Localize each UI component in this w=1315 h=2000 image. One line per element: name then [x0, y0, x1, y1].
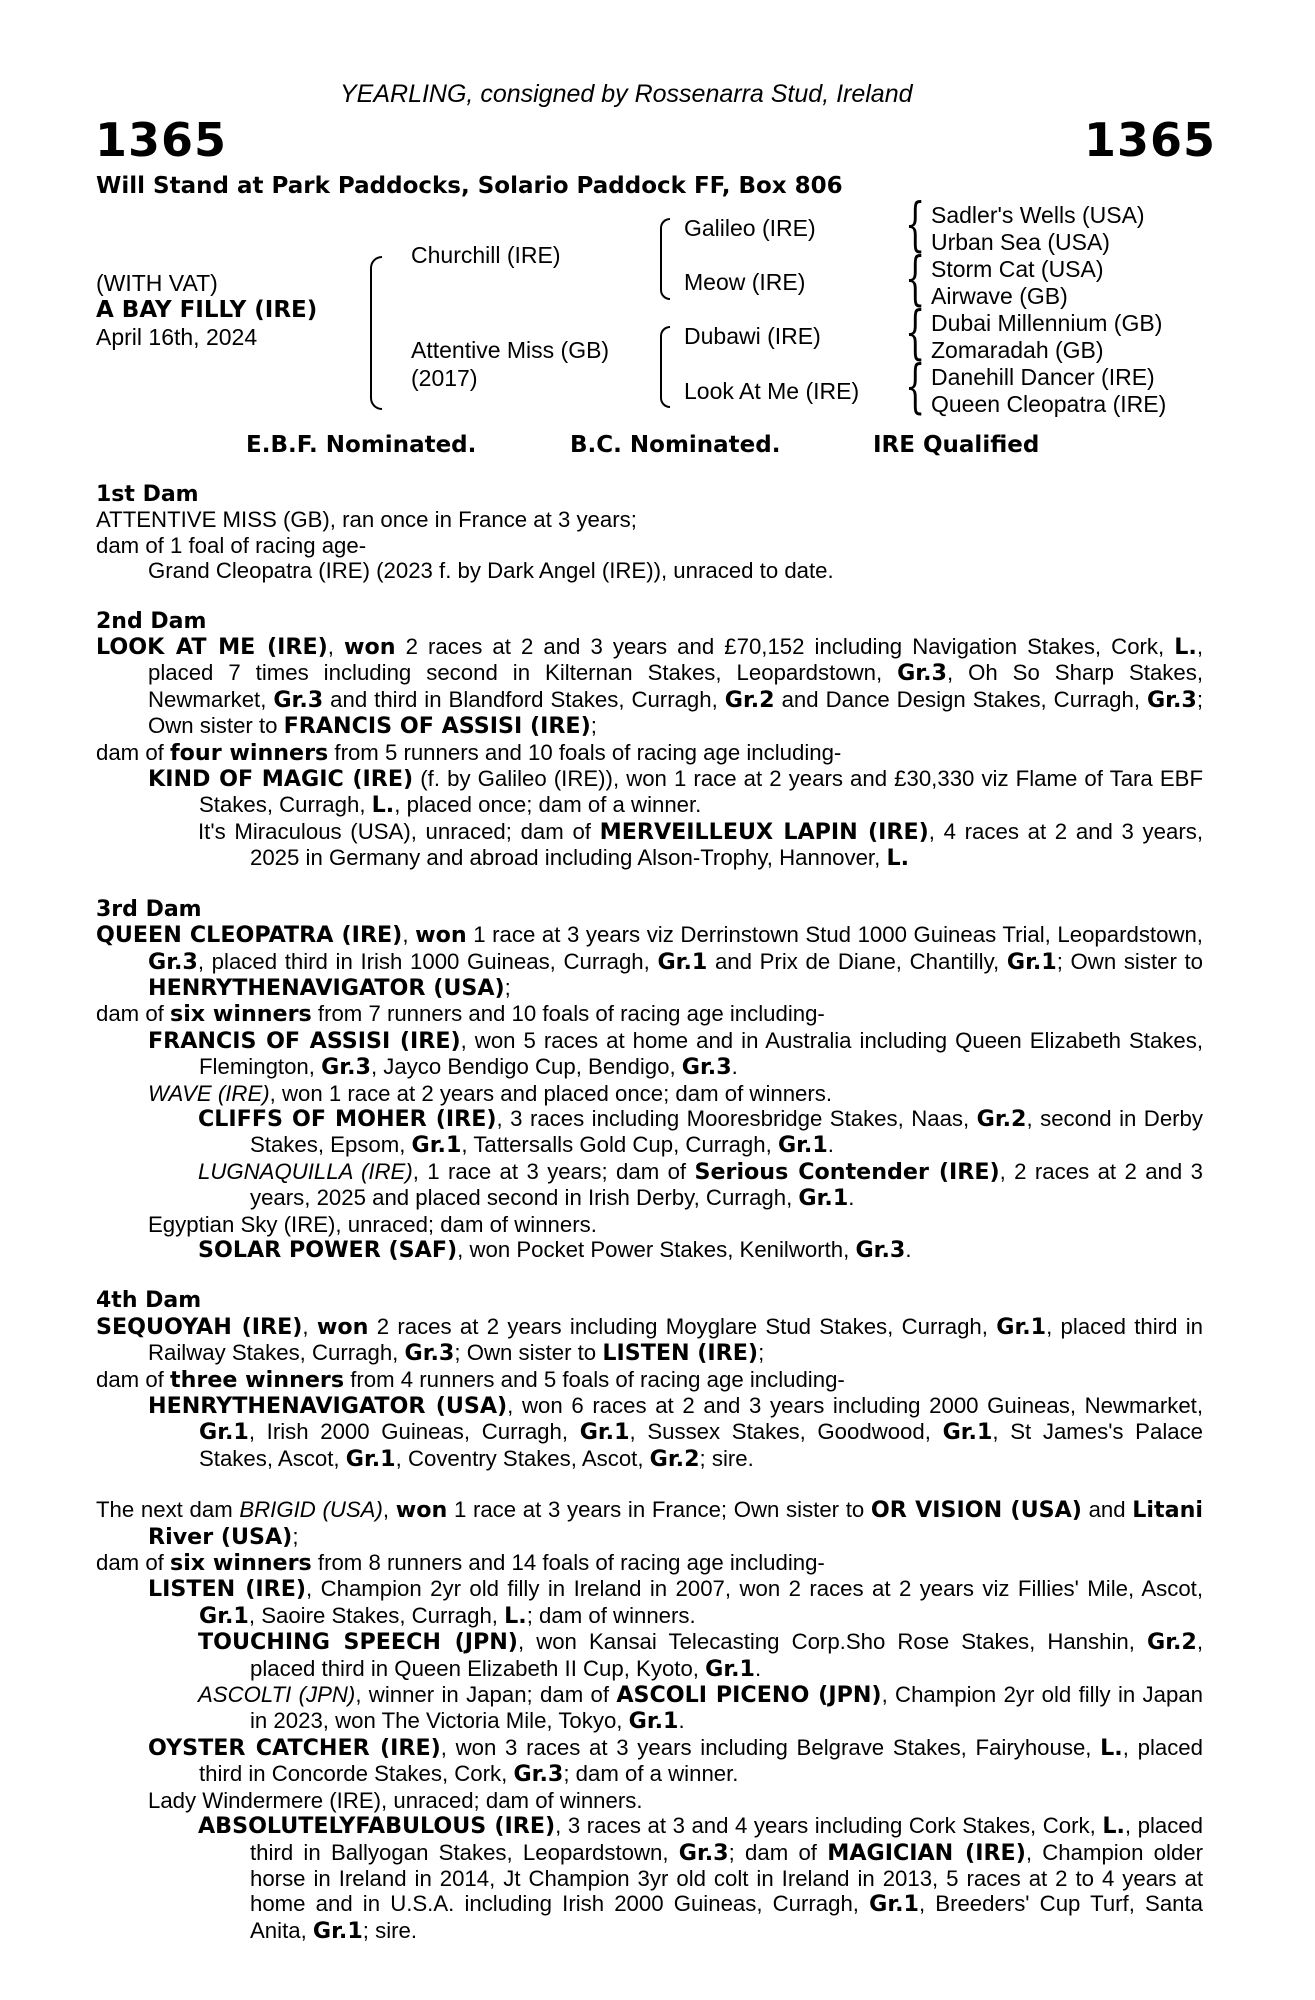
brace-gg3: { — [905, 298, 926, 366]
lot-number-left: 1365 — [95, 113, 228, 167]
stand-location: Will Stand at Park Paddocks, Solario Paddock FF, Box 806 — [96, 173, 843, 199]
next-dam-section — [96, 1497, 1203, 1944]
pedigree-brace-dam — [660, 326, 670, 408]
ggp-8: Queen Cleopatra (IRE) — [931, 391, 1167, 417]
second-dam-produce: dam of four winners from 5 runners and 10 foals of racing age including- — [96, 739, 842, 766]
third-dam-entry: QUEEN CLEOPATRA (IRE), won 1 race at 3 years viz Derrinstown Stud 1000 Guineas Trial, Leopardstown, Gr.3, placed third in Irish 1000 Guineas, Curragh, Gr.1 and Prix de Diane, Chantilly, Gr.1; Own sister to HENRYTHENAVIGATOR (USA); — [96, 922, 1203, 1001]
second-dam-section — [96, 609, 1203, 872]
first-dam-entry: ATTENTIVE MISS (GB), ran once in France at 3 years; — [96, 507, 637, 533]
vat-note: (WITH VAT) — [96, 270, 218, 296]
third-dam-foal-6: SOLAR POWER (SAF), won Pocket Power Stakes, Kenilworth, Gr.3. — [198, 1236, 912, 1263]
first-dam-foal: Grand Cleopatra (IRE) (2023 f. by Dark Angel (IRE)), unraced to date. — [148, 558, 834, 584]
pedigree-brace-main — [370, 256, 382, 410]
third-dam-produce: dam of six winners from 7 runners and 10 foals of racing age including- — [96, 1001, 825, 1028]
dam-name: Attentive Miss (GB) — [411, 337, 610, 363]
ggp-2: Urban Sea (USA) — [931, 229, 1110, 255]
horse-dob: April 16th, 2024 — [96, 324, 258, 350]
next-dam-foal-2: TOUCHING SPEECH (JPN), won Kansai Telecasting Corp.Sho Rose Stakes, Hanshin, Gr.2, placed third in Queen Elizabeth II Cup, Kyoto, Gr.1. — [198, 1629, 1204, 1682]
second-dam-foal-2: It's Miraculous (USA), unraced; dam of MERVEILLEUX LAPIN (IRE), 4 races at 2 and 3 years, 2025 in Germany and abroad including Alson-Trophy, Hannover, L. — [198, 818, 1203, 872]
catalogue-body — [96, 482, 1203, 1944]
second-dam-foal-1: KIND OF MAGIC (IRE) (f. by Galileo (IRE)), won 1 race at 2 years and £30,330 viz Flame of Tara EBF Stakes, Curragh, L., placed once; dam of a winner. — [148, 766, 1204, 819]
third-dam-foal-4: LUGNAQUILLA (IRE), 1 race at 3 years; dam of Serious Contender (IRE), 2 races at 2 and 3 years, 2025 and placed second in Irish Derby, Curragh, Gr.1. — [198, 1158, 1203, 1212]
lot-number-right: 1365 — [1084, 113, 1217, 167]
ggp-3: Storm Cat (USA) — [931, 256, 1104, 282]
grandsire-paternal: Galileo (IRE) — [684, 215, 816, 241]
bc-nominated: B.C. Nominated. — [570, 432, 781, 458]
first-dam-produce: dam of 1 foal of racing age- — [96, 532, 367, 558]
fourth-dam-foal-1: HENRYTHENAVIGATOR (USA), won 6 races at 2 and 3 years including 2000 Guineas, Newmarket, Gr.1, Irish 2000 Guineas, Curragh, Gr.1, Sussex Stakes, Goodwood, Gr.1, St James's Palace Stakes, Ascot, Gr.1, Coventry Stakes, Ascot, Gr.2; sire. — [148, 1393, 1204, 1472]
next-dam-entry: The next dam BRIGID (USA), won 1 race at 3 years in France; Own sister to OR VISION (USA) and Litani River (USA); — [96, 1497, 1203, 1550]
brace-gg4: { — [905, 352, 926, 420]
next-dam-produce: dam of six winners from 8 runners and 14 foals of racing age including- — [96, 1550, 825, 1577]
third-dam-foal-2: WAVE (IRE), won 1 race at 2 years and placed once; dam of winners. — [148, 1080, 833, 1106]
grandsire-maternal: Dubawi (IRE) — [684, 323, 821, 349]
next-dam-foal-4: OYSTER CATCHER (IRE), won 3 races at 3 years including Belgrave Stakes, Fairyhouse, L., placed third in Concorde Stakes, Cork, Gr.3; dam of a winner. — [148, 1734, 1203, 1788]
granddam-paternal: Meow (IRE) — [684, 269, 806, 295]
fourth-dam-produce: dam of three winners from 4 runners and 5 foals of racing age including- — [96, 1366, 845, 1393]
consignment-subtitle: YEARLING, consigned by Rossenarra Stud, Ireland — [340, 80, 913, 108]
third-dam-section — [96, 897, 1203, 1264]
brace-gg2: { — [905, 244, 926, 312]
ggp-6: Zomaradah (GB) — [931, 337, 1104, 363]
ire-qualified: IRE Qualified — [873, 432, 1040, 458]
dam-year: (2017) — [411, 365, 478, 391]
granddam-maternal: Look At Me (IRE) — [684, 378, 860, 404]
first-dam-section — [96, 482, 1203, 584]
first-dam-title: 1st Dam — [96, 482, 199, 507]
next-dam-foal-6: ABSOLUTELYFABULOUS (IRE), 3 races at 3 and 4 years including Cork Stakes, Cork, L., placed third in Ballyogan Stakes, Leopardstown, Gr.3; dam of MAGICIAN (IRE), Champion older horse in Ireland in 2014, Jt Champion 3yr old colt in Ireland in 2013, 5 races at 2 to 4 years at home and in U.S.A. including Irish 2000 Guineas, Curragh, Gr.1, Breeders' Cup Turf, Santa Anita, Gr.1; sire. — [198, 1813, 1204, 1944]
fourth-dam-section — [96, 1288, 1203, 1472]
sire-name: Churchill (IRE) — [411, 242, 561, 268]
ebf-nominated: E.B.F. Nominated. — [246, 432, 477, 458]
fourth-dam-entry: SEQUOYAH (IRE), won 2 races at 2 years including Moyglare Stud Stakes, Curragh, Gr.1, placed third in Railway Stakes, Curragh, Gr.3; Own sister to LISTEN (IRE); — [96, 1313, 1203, 1367]
ggp-5: Dubai Millennium (GB) — [931, 310, 1163, 336]
second-dam-title: 2nd Dam — [96, 608, 207, 634]
next-dam-foal-1: LISTEN (IRE), Champion 2yr old filly in Ireland in 2007, won 2 races at 2 years viz Fillies' Mile, Ascot, Gr.1, Saoire Stakes, Curragh, L.; dam of winners. — [148, 1576, 1203, 1629]
next-dam-foal-3: ASCOLTI (JPN), winner in Japan; dam of ASCOLI PICENO (JPN), Champion 2yr old filly in Japan in 2023, won The Victoria Mile, Tokyo, Gr.1. — [198, 1682, 1204, 1735]
fourth-dam-title: 4th Dam — [96, 1288, 202, 1314]
pedigree-brace-sire — [660, 218, 670, 300]
third-dam-foal-5: Egyptian Sky (IRE), unraced; dam of winners. — [148, 1211, 597, 1237]
third-dam-foal-3: CLIFFS OF MOHER (IRE), 3 races including Mooresbridge Stakes, Naas, Gr.2, second in Derby Stakes, Epsom, Gr.1, Tattersalls Gold Cup, Curragh, Gr.1. — [198, 1105, 1203, 1159]
horse-name: A BAY FILLY (IRE) — [96, 297, 318, 323]
third-dam-foal-1: FRANCIS OF ASSISI (IRE), won 5 races at home and in Australia including Queen Elizabeth Stakes, Flemington, Gr.3, Jayco Bendigo Cup, Bendigo, Gr.3. — [148, 1027, 1204, 1081]
brace-gg1: { — [905, 190, 926, 258]
ggp-1: Sadler's Wells (USA) — [931, 202, 1145, 228]
ggp-7: Danehill Dancer (IRE) — [931, 364, 1155, 390]
third-dam-title: 3rd Dam — [96, 896, 202, 922]
second-dam-entry: LOOK AT ME (IRE), won 2 races at 2 and 3 years and £70,152 including Navigation Stakes, Cork, L., placed 7 times including second in Kilternan Stakes, Leopardstown, Gr.3, Oh So Sharp Stakes, Newmarket, Gr.3 and third in Blandford Stakes, Curragh, Gr.2 and Dance Design Stakes, Curragh, Gr.3; Own sister to FRANCIS OF ASSISI (IRE); — [96, 634, 1203, 740]
next-dam-foal-5: Lady Windermere (IRE), unraced; dam of winners. — [148, 1787, 643, 1813]
ggp-4: Airwave (GB) — [931, 283, 1068, 309]
